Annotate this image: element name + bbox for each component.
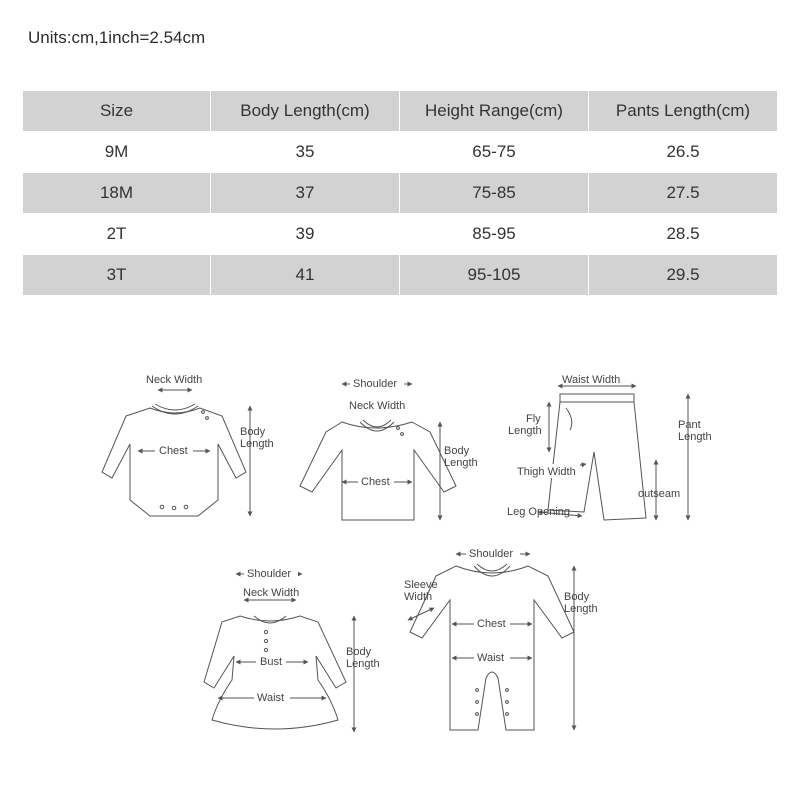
- measurement-diagrams: [0, 360, 800, 780]
- bodysuit-body-label: Body: [240, 426, 266, 438]
- tshirt-chest-label: Chest: [361, 476, 390, 488]
- romper-shoulder-label: Shoulder: [469, 548, 514, 560]
- cell-size: 18M: [23, 173, 211, 214]
- pants-leg-opening-label: Leg Opening: [507, 506, 570, 518]
- bodysuit-neck-width-label: Neck Width: [146, 374, 203, 386]
- romper-waist-label: Waist: [477, 652, 505, 664]
- cell-body-length: 39: [211, 214, 400, 255]
- table-row: [23, 255, 778, 296]
- dress-shoulder-label: Shoulder: [247, 568, 292, 580]
- pants-pant-length-label: Length: [678, 431, 712, 443]
- pants-thigh-width-label: Thigh Width: [517, 466, 576, 478]
- dress-neck-width-label: Neck Width: [243, 587, 300, 599]
- table-row: [23, 132, 778, 173]
- cell-height-range: 65-75: [400, 132, 589, 173]
- pants-outseam-label: outseam: [638, 488, 681, 500]
- pants-fly-length-label: Length: [508, 425, 542, 437]
- cell-height-range: 85-95: [400, 214, 589, 255]
- table-row: [23, 173, 778, 214]
- romper-sleeve-width-label: Width: [404, 591, 433, 603]
- cell-size: 2T: [23, 214, 211, 255]
- dress-waist-label: Waist: [257, 692, 285, 704]
- header-pants-length: Pants Length(cm): [589, 91, 778, 132]
- table-row: [23, 214, 778, 255]
- dress-body-label: Body: [346, 646, 372, 658]
- cell-size: 3T: [23, 255, 211, 296]
- cell-size: 9M: [23, 132, 211, 173]
- romper-sleeve-label: Sleeve: [404, 579, 438, 591]
- cell-body-length: 35: [211, 132, 400, 173]
- tshirt-length-label: Length: [444, 457, 478, 469]
- dress-bust-label: Bust: [260, 656, 283, 668]
- header-body-length: Body Length(cm): [211, 91, 400, 132]
- cell-height-range: 75-85: [400, 173, 589, 214]
- romper-body-label: Body: [564, 591, 590, 603]
- cell-pants-length: 28.5: [589, 214, 778, 255]
- bodysuit-chest-label: Chest: [159, 445, 188, 457]
- romper-chest-label: Chest: [477, 618, 506, 630]
- size-chart-table: [22, 90, 778, 296]
- header-size: Size: [23, 91, 211, 132]
- pants-fly-label: Fly: [526, 413, 541, 425]
- cell-pants-length: 27.5: [589, 173, 778, 214]
- tshirt-neck-width-label: Neck Width: [349, 400, 406, 412]
- pants-waist-width-label: Waist Width: [562, 374, 621, 386]
- diagrams-svg: [0, 360, 800, 780]
- cell-body-length: 37: [211, 173, 400, 214]
- cell-pants-length: 26.5: [589, 132, 778, 173]
- table-header-row: [23, 91, 778, 132]
- cell-pants-length: 29.5: [589, 255, 778, 296]
- dress-length-label: Length: [346, 658, 380, 670]
- tshirt-shoulder-label: Shoulder: [353, 378, 398, 390]
- tshirt-body-label: Body: [444, 445, 470, 457]
- cell-body-length: 41: [211, 255, 400, 296]
- cell-height-range: 95-105: [400, 255, 589, 296]
- units-note: Units:cm,1inch=2.54cm: [28, 28, 206, 47]
- romper-length-label: Length: [564, 603, 598, 615]
- header-height-range: Height Range(cm): [400, 91, 589, 132]
- bodysuit-length-label: Length: [240, 438, 274, 450]
- pants-pant-label: Pant: [678, 419, 701, 431]
